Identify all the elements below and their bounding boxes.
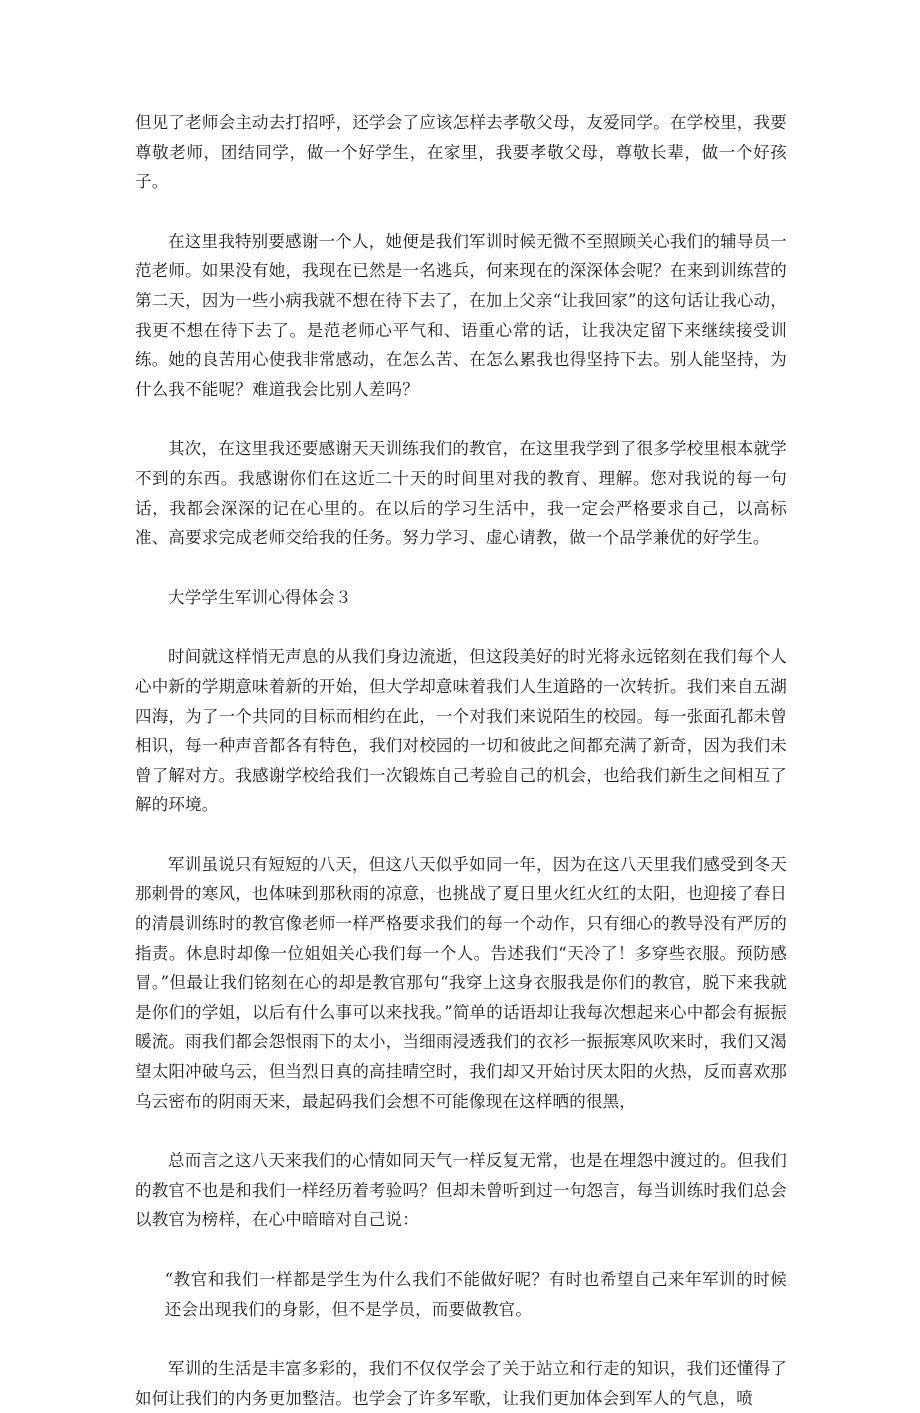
paragraph-thanks-instructor: 其次，在这里我还要感谢天天训练我们的教官，在这里我学到了很多学校里根本就学不到的东西。我感谢你们在这近二十天的时间里对我的教育、理解。您对我说的每一句话，我都会深深的记在心里的。在以后的学习生活中，我一定会严格要求自己，以高标准、高要求完成老师交给我的任务。努力学习、虚心请教，做一个品学兼优的好学生。 (135, 439, 787, 548)
paragraph-quote: “教官和我们一样都是学生为什么我们不能做好呢？有时也希望自己来年军训的时候还会出现我们的身影，但不是学员，而要做教官。 (164, 1270, 787, 1319)
paragraph-intro-continuation: 但见了老师会主动去打招呼，还学会了应该怎样去孝敬父母，友爱同学。在学校里，我要尊敬老师，团结同学，做一个好学生，在家里，我要孝敬父母，尊敬长辈，做一个好孩子。 (135, 113, 787, 192)
paragraph-mood: 总而言之这八天来我们的心情如同天气一样反复无常，也是在埋怨中渡过的。但我们的教官不也是和我们一样经历着考验吗？但却未曾听到过一句怨言，每当训练时我们总会以教官为榜样，在心中暗暗对自己说： (135, 1151, 787, 1230)
paragraph-time-passing: 时间就这样悄无声息的从我们身边流逝，但这段美好的时光将永远铭刻在我们每个人心中新的学期意味着新的开始，但大学却意味着我们人生道路的一次转折。我们来自五湖四海，为了一个共同的目标而相约在此，一个对我们来说陌生的校园。每一张面孔都未曾相识，每一种声音都各有特色，我们对校园的一切和彼此之间都充满了新奇，因为我们未曾了解对方。我感谢学校给我们一次锻炼自己考验自己的机会，也给我们新生之间相互了解的环境。 (135, 647, 787, 815)
document-body (135, 108, 787, 1413)
paragraph-thanks-teacher: 在这里我特别要感谢一个人，她便是我们军训时候无微不至照顾关心我们的辅导员一范老师。如果没有她，我现在已然是一名逃兵，何来现在的深深体会呢？在来到训练营的第二天，因为一些小病我就不想在待下去了，在加上父亲“让我回家”的这句话让我心动，我更不想在待下去了。是范老师心平气和、语重心常的话，让我决定留下来继续接受训练。她的良苦用心使我非常感动，在怎么苦、在怎么累我也得坚持下去。别人能坚持，为什么我不能呢？难道我会比别人差吗？ (135, 231, 787, 399)
section-heading: 大学学生军训心得体会３ (168, 587, 352, 607)
paragraph-eight-days: 军训虽说只有短短的八天，但这八天似乎如同一年，因为在这八天里我们感受到冬天那刺骨的寒风，也体味到那秋雨的凉意，也挑战了夏日里火红火红的太阳，也迎接了春日的清晨训练时的教官像老师一样严格要求我们的每一个动作，只有细心的教导没有严厉的指责。休息时却像一位姐姐关心我们每一个人。告述我们“天冷了！多穿些衣服。预防感冒。”但最让我们铭刻在心的却是教官那句“我穿上这身衣服我是你们的教官，脱下来我就是你们的学姐，以后有什么事可以来找我。”简单的话语却让我每次想起来心中都会有振振暖流。雨我们都会怨恨雨下的太小，当细雨浸透我们的衣衫一振振寒风吹来时，我们又渴望太阳冲破乌云，但当烈日真的高挂晴空时，我们却又开始讨厌太阳的火热，反而喜欢那乌云密布的阴雨天来，最起码我们会想不可能像现在这样晒的很黑， (135, 854, 787, 1111)
paragraph-military-life: 军训的生活是丰富多彩的，我们不仅仅学会了关于站立和行走的知识，我们还懂得了如何让我们的内务更加整洁。也学会了许多军歌，让我们更加体会到军人的气息，喷 (135, 1359, 787, 1408)
